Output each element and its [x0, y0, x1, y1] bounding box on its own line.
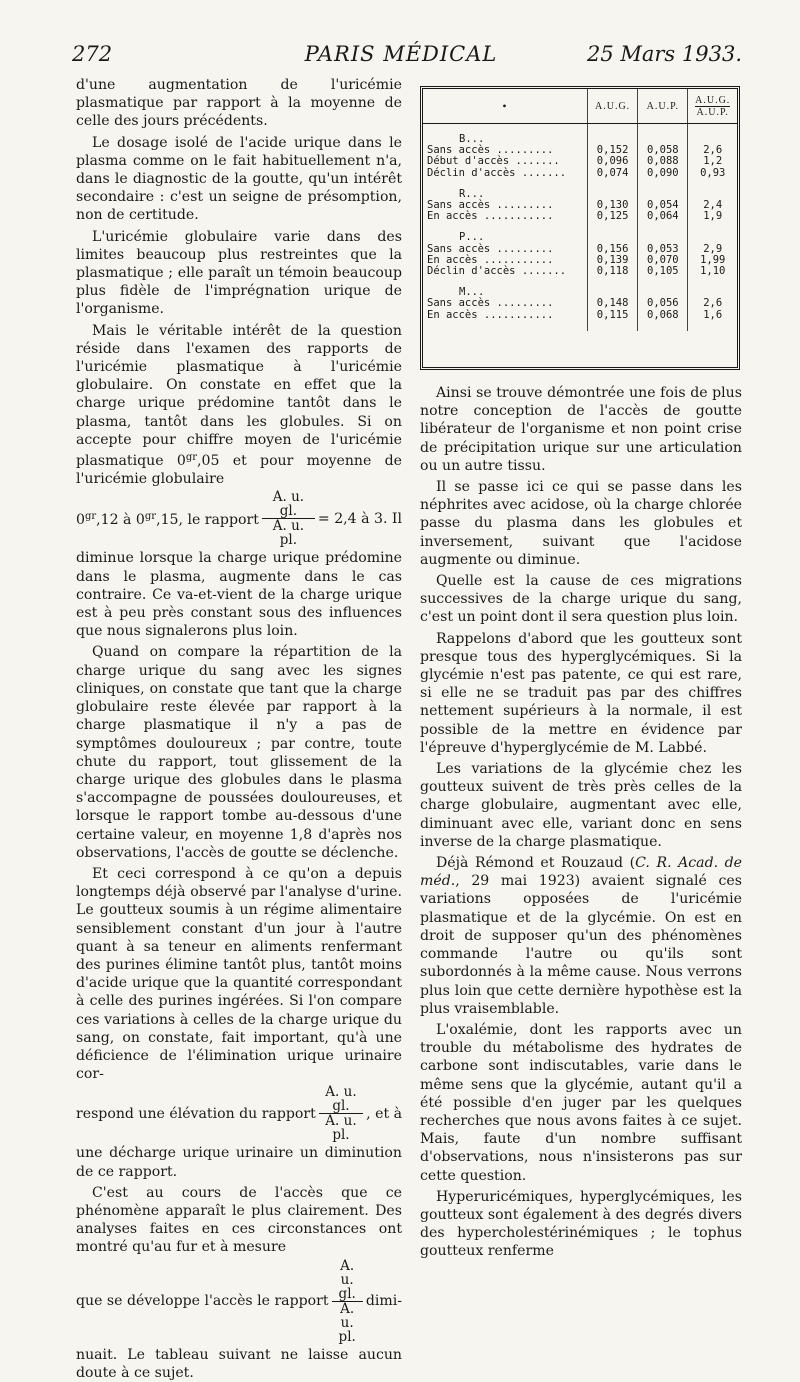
ratio-value: 2,6 [688, 298, 737, 309]
aug-value: 0,152 [588, 145, 638, 156]
aug-value: 0,118 [588, 266, 638, 277]
group-row [423, 232, 737, 243]
table-row [423, 211, 737, 222]
aug-value: 0,074 [588, 168, 638, 179]
row-label: Sans accès ......... [427, 144, 554, 157]
aup-value: 0,088 [638, 156, 688, 167]
paragraph: Déjà Rémond et Rouzaud (C. R. Acad. de méd., 29 mai 1923) avaient signalé ces variations opposées de l'uricémie plasmatique et de la glycémie. On est en droit de supposer qu'un des phénomènes commande l'autre ou qu'ils sont subordonnés à la même cause. Nous verrons plus loin que cette dernière hypothèse est la plus vraisemblable. [420, 855, 742, 1017]
ratio-line: $0^{gr},12$ à $0^{gr},15$, le rapport $\frac{A. u. gl.}{A. u. pl.}$ = 2,4 à 3. Il [76, 489, 402, 549]
row-label: En accès ........... [427, 210, 554, 223]
table-header-row [423, 89, 737, 124]
aug-value: 0,096 [588, 156, 638, 167]
paragraph: Rappelons d'abord que les goutteux sont presque tous des hyperglycémiques. Si la glycémie n'est pas patente, ce qui est rare, si elle ne se traduit pas par des chiffres nettement supérieurs à la normale, il est possible de la mettre en évidence par l'épreuve d'hyperglycémie de M. Labbé. [420, 630, 742, 756]
patient-name: M... [459, 286, 485, 299]
ratio-value: 2,6 [688, 145, 737, 156]
ratio-line: respond une élévation du rapport $\frac{A. u. gl.}{A. u. pl.}$ , et à [76, 1084, 402, 1144]
table-row [423, 310, 737, 321]
paragraph: Les variations de la glycémie chez les goutteux suivent de très près celles de la charge globulaire, augmentant avec elle, diminuant avec elle, variant donc en sens inverse de la charge plasmatique. [420, 761, 742, 850]
table-row [423, 168, 737, 179]
aup-value: 0,070 [638, 255, 688, 266]
paragraph: Et ceci correspond à ce qu'on a depuis longtemps déjà observé par l'analyse d'urine. Le goutteux soumis à un régime alimentaire sensiblement constant d'un jour à l'autre quant à sa teneur en aliments renfermant des purines élimine tantôt plus, tantôt moins d'acide urique que la quantité correspondant à celle des purines ingérées. Si l'on compare ces variations à celles de la charge urique du sang, on constate, fait important, qu'à une déficience de l'élimination urique urinaire cor- [76, 865, 402, 1083]
ratio-value: 1,10 [688, 266, 737, 277]
aug-value: 0,115 [588, 310, 638, 321]
paragraph: Quelle est la cause de ces migrations successives de la charge urique du sang, c'est un point dont il sera question plus loin. [420, 573, 742, 626]
paragraph: Hyperuricémiques, hyperglycémiques, les goutteux sont également à des degrés divers des hypercholestérinémiques ; le tophus goutteux renferme [420, 1188, 742, 1260]
row-label: Déclin d'accès ....... [427, 166, 567, 179]
paragraph: nuait. Le tableau suivant ne laisse aucun doute à ce sujet. [76, 1346, 402, 1381]
right-column [420, 384, 742, 1261]
data-table [423, 89, 737, 331]
col-aup-header: A.U.P. [638, 89, 688, 124]
uricemia-table [420, 86, 740, 370]
ratio-fraction: $\frac{A. u. gl.}{A. u. pl.}$ [319, 1085, 363, 1142]
aup-value: 0,105 [638, 266, 688, 277]
col-ratio-header: $\frac{A.U.G.}{A.U.P.}$ [688, 89, 737, 124]
row-label: En accès ........... [427, 308, 554, 321]
paragraph: d'une augmentation de l'uricémie plasmatique par rapport à la moyenne de celle des jours précédents. [76, 77, 402, 130]
patient-name: R... [459, 187, 485, 200]
table-row [423, 298, 737, 309]
aug-value: 0,139 [588, 255, 638, 266]
ratio-value: 2,4 [688, 200, 737, 211]
row-label: Début d'accès ....... [427, 155, 560, 168]
row-label: Déclin d'accès ....... [427, 265, 567, 278]
aup-value: 0,053 [638, 244, 688, 255]
paragraph: Quand on compare la répartition de la charge urique du sang avec les signes cliniques, on constate que tant que la charge globulaire reste élevée par rapport à la charge plasmatique il n'y a pas de symptômes douloureux ; par contre, toute chute du rapport, tout glissement de la charge urique des globules dans le plasma s'accompagne de poussées douloureuses, et lorsque le rapport tombe au-dessous d'une certaine valeur, en moyenne 1,8 d'après nos observations, l'accès de goutte se déclenche. [76, 644, 402, 861]
row-label: Sans accès ......... [427, 297, 554, 310]
issue-date: 25 Mars 1933. [586, 42, 742, 66]
patient-name: P... [459, 231, 485, 244]
row-label: Sans accès ......... [427, 242, 554, 255]
ratio-fraction: $\frac{A. u. gl.}{A. u. pl.}$ [262, 490, 315, 547]
aup-value: 0,090 [638, 168, 688, 179]
ratio-line: que se développe l'accès le rapport $\frac{A. u. gl.}{A. u. pl.}$ dimi- [76, 1257, 402, 1345]
page-number: 272 [72, 42, 113, 66]
paragraph: Il se passe ici ce qui se passe dans les néphrites avec acidose, où la charge chlorée passe du plasma dans les globules et inversement, suivant que l'acidose augmente ou diminue. [420, 479, 742, 568]
aug-value: 0,130 [588, 200, 638, 211]
aup-value: 0,056 [638, 298, 688, 309]
journal-title: PARIS MÉDICAL [304, 42, 498, 66]
dot-header: • [423, 89, 588, 124]
paragraph: Mais le véritable intérêt de la question réside dans l'examen des rapports de l'uricémie plasmatique à l'uricémie globulaire. On constate en effet que la charge urique prédomine tantôt dans le plasma, tantôt dans les globules. Si on accepte pour chiffre moyen de l'uricémie plasmatique $0^{gr},05$ et pour moyenne de l'uricémie globulaire [76, 322, 402, 488]
paragraph: Ainsi se trouve démontrée une fois de plus notre conception de l'accès de goutte libérateur de l'organisme et non point crise de précipitation urique sur une articulation ou un autre tissu. [420, 385, 742, 474]
table-row [423, 156, 737, 167]
aug-value: 0,125 [588, 211, 638, 222]
page-header [60, 42, 742, 68]
paragraph: L'uricémie globulaire varie dans des limites beaucoup plus restreintes que la plasmatique ; elle paraît un témoin beaucoup plus fidèle de l'imprégnation urique de l'organisme. [76, 228, 402, 318]
ratio-value: 1,2 [688, 156, 737, 167]
table-row [423, 266, 737, 277]
ratio-value: 0,93 [688, 168, 737, 179]
aup-value: 0,054 [638, 200, 688, 211]
row-label: En accès ........... [427, 253, 554, 266]
spacer-row [423, 321, 737, 331]
ratio-value: 1,99 [688, 255, 737, 266]
paragraph: L'oxalémie, dont les rapports avec un trouble du métabolisme des hydrates de carbone sont indiscutables, varie dans le même sens que la glycémie, autant qu'il a été possible d'en juger par les quelques recherches que nous avons faites à ce sujet. Mais, faute d'un nombre suffisant d'observations, nous n'insisterons pas sur cette question. [420, 1021, 742, 1184]
paragraph: une décharge urique urinaire un diminution de ce rapport. [76, 1145, 402, 1180]
paragraph: C'est au cours de l'accès que ce phénomène apparaît le plus clairement. Des analyses faites en ces circonstances ont montré qu'au fur et à mesure [76, 1184, 402, 1256]
col-aug-header: A.U.G. [588, 89, 638, 124]
left-column [76, 76, 402, 1382]
ratio-value: 2,9 [688, 244, 737, 255]
citation: C. R. Acad. de méd. [420, 855, 742, 890]
ratio-fraction: $\frac{A. u. gl.}{A. u. pl.}$ [332, 1259, 363, 1344]
aug-value: 0,156 [588, 244, 638, 255]
aup-value: 0,068 [638, 310, 688, 321]
ratio-value: 1,9 [688, 211, 737, 222]
ratio-value: 1,6 [688, 310, 737, 321]
patient-name: B... [459, 133, 485, 145]
row-label: Sans accès ......... [427, 199, 554, 212]
paragraph: diminue lorsque la charge urique prédomine dans le plasma, augmente dans le cas contraire. Ce va-et-vient de la charge urique est à peu près constant sous des influences que nous signalerons plus loin. [76, 550, 402, 640]
aup-value: 0,064 [638, 211, 688, 222]
aug-value: 0,148 [588, 298, 638, 309]
aup-value: 0,058 [638, 145, 688, 156]
paragraph: Le dosage isolé de l'acide urique dans le plasma comme on le fait habituellement n'a, dans le diagnostic de la goutte, qu'un intérêt secondaire : c'est un seigne de présomption, non de certitude. [76, 134, 402, 224]
